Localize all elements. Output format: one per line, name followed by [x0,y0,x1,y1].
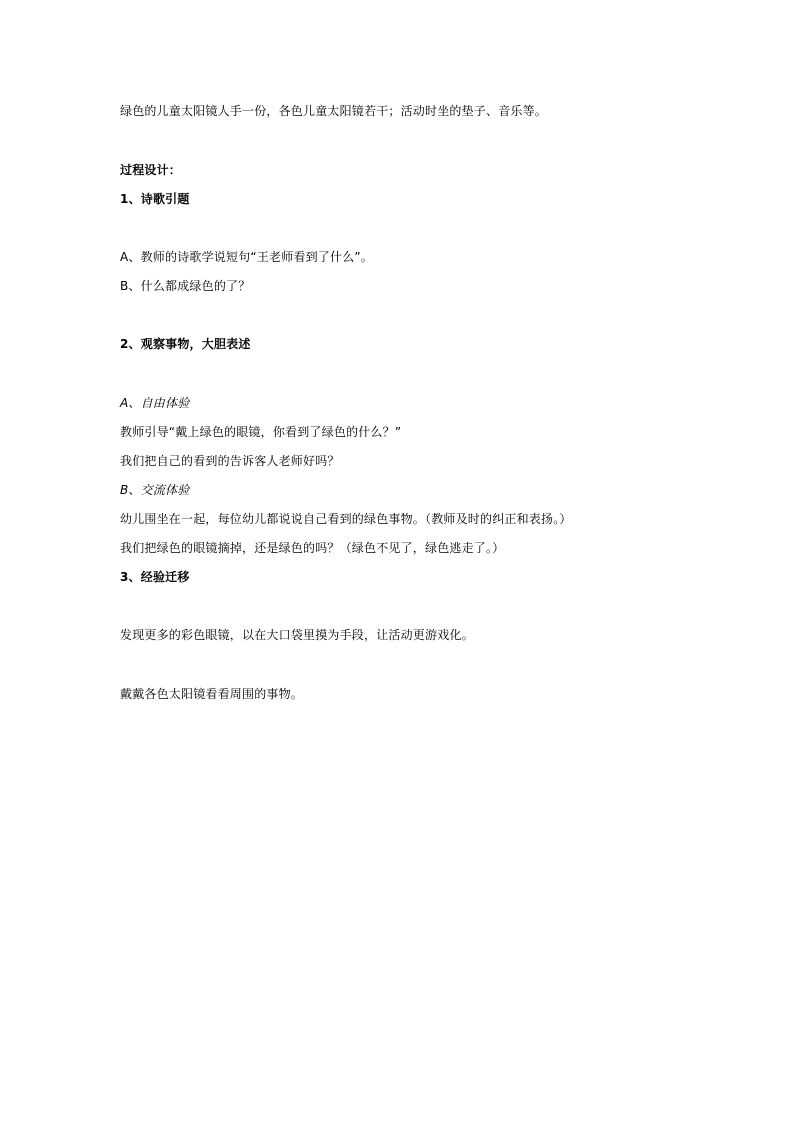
section2-b-title: B、交流体验 [120,483,190,497]
section1-item-a: A、教师的诗歌学说短句“王老师看到了什么”。 [120,250,374,264]
section2-a-title: A、自由体验 [120,396,190,410]
section2-a-line1: 教师引导“戴上绿色的眼镜，你看到了绿色的什么？” [120,425,402,439]
section3-line1: 发现更多的彩色眼镜，以在大口袋里摸为手段，让活动更游戏化。 [120,628,474,642]
materials-text: 绿色的儿童太阳镜人手一份，各色儿童太阳镜若干；活动时坐的垫子、音乐等。 [120,104,548,118]
section1-item-b: B、什么都成绿色的了？ [120,279,251,293]
section2-heading: 2、观察事物，大胆表述 [120,337,251,351]
section3-line2: 戴戴各色太阳镜看看周围的事物。 [120,687,304,701]
section2-b-line2: 我们把绿色的眼镜摘掉，还是绿色的吗？（绿色不见了，绿色逃走了。） [120,541,505,555]
section2-a-line2: 我们把自己的看到的告诉客人老师好吗？ [120,454,340,468]
process-title: 过程设计： [120,163,182,177]
section1-heading: 1、诗歌引题 [120,192,190,206]
section2-b-line1: 幼儿围坐在一起，每位幼儿都说说自己看到的绿色事物。（教师及时的纠正和表扬。） [120,512,572,526]
section3-heading: 3、经验迁移 [120,570,190,584]
